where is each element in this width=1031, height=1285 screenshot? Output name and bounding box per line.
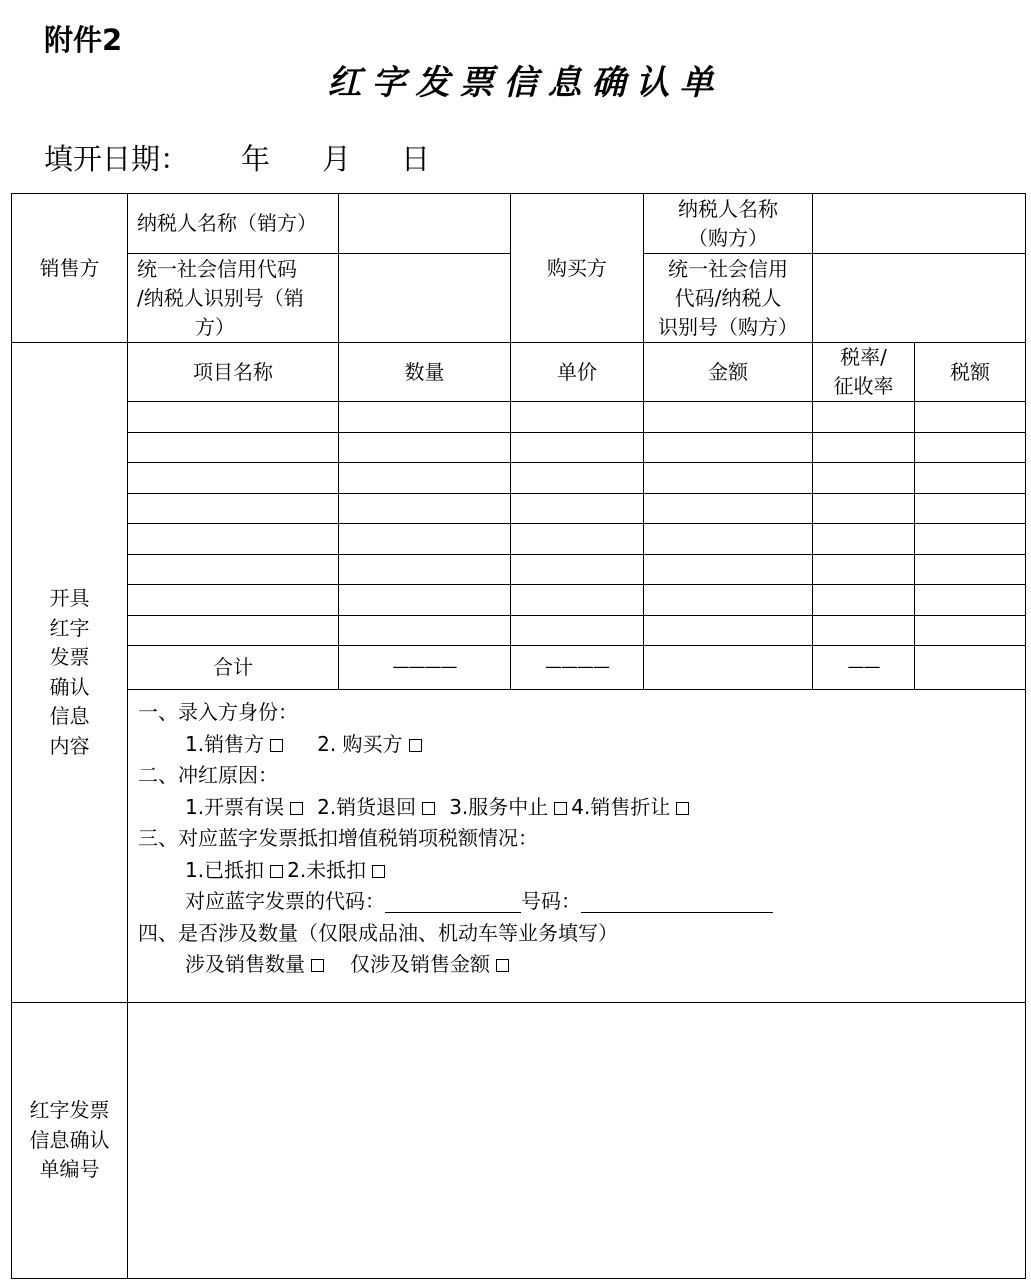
option-invoice-error-label: 1.开票有误 (185, 794, 285, 819)
item-cell[interactable] (511, 554, 644, 585)
blue-invoice-number-field[interactable] (581, 892, 773, 913)
question-deduction: 三、对应蓝字发票抵扣增值税销项税额情况： (138, 826, 538, 850)
deducted-checkbox[interactable] (270, 865, 283, 878)
option-service-stop-label: 3.服务中止 (449, 794, 549, 819)
item-cell[interactable] (511, 524, 644, 555)
option-not-deducted-label: 2.未抵扣 (287, 857, 367, 882)
item-cell[interactable] (339, 463, 511, 494)
sales-discount-checkbox[interactable] (676, 802, 689, 815)
form-title: 红字发票信息确认单 (327, 63, 724, 103)
blue-invoice-code-field[interactable] (385, 892, 521, 913)
option-sales-discount-label: 4.销售折让 (571, 794, 671, 819)
buyer-checkbox[interactable] (409, 739, 422, 752)
item-cell[interactable] (644, 554, 813, 585)
total-price-dash: ———— (511, 646, 644, 690)
item-cell[interactable] (339, 524, 511, 555)
item-cell[interactable] (339, 615, 511, 646)
total-quantity-dash: ———— (339, 646, 511, 690)
seller-code-field[interactable] (339, 254, 511, 343)
date-month-label: 月 (322, 142, 352, 176)
buyer-name-label: 纳税人名称 （购方） (644, 194, 813, 254)
item-cell[interactable] (644, 524, 813, 555)
buyer-code-field[interactable] (813, 254, 1026, 343)
item-cell[interactable] (511, 493, 644, 524)
item-cell[interactable] (644, 493, 813, 524)
item-cell[interactable] (128, 615, 339, 646)
question-entry-party: 一、录入方身份： (138, 700, 298, 724)
item-cell[interactable] (339, 493, 511, 524)
item-cell[interactable] (511, 615, 644, 646)
option-buyer-label: 2. 购买方 (317, 731, 403, 756)
confirmation-form-table (11, 193, 1026, 1279)
item-cell[interactable] (915, 554, 1026, 585)
total-amount-field[interactable] (644, 646, 813, 690)
item-cell[interactable] (915, 524, 1026, 555)
item-cell[interactable] (813, 493, 915, 524)
section-label-invoice-content: 开具 红字 发票 确认 信息 内容 (12, 343, 128, 1003)
item-cell[interactable] (644, 402, 813, 433)
options-section (128, 690, 1026, 1003)
item-cell[interactable] (339, 432, 511, 463)
item-cell[interactable] (128, 554, 339, 585)
involves-quantity-checkbox[interactable] (311, 959, 324, 972)
option-seller-label: 1.销售方 (185, 731, 265, 756)
item-cell[interactable] (915, 615, 1026, 646)
buyer-code-label: 统一社会信用 代码/纳税人 识别号（购方） (644, 254, 813, 343)
item-cell[interactable] (813, 432, 915, 463)
not-deducted-checkbox[interactable] (372, 865, 385, 878)
item-cell[interactable] (644, 463, 813, 494)
blue-invoice-code-label: 对应蓝字发票的代码： (185, 889, 385, 913)
fill-date-line (44, 137, 430, 178)
item-cell[interactable] (511, 432, 644, 463)
item-cell[interactable] (813, 463, 915, 494)
buyer-label: 购买方 (511, 194, 644, 343)
item-cell[interactable] (813, 554, 915, 585)
item-cell[interactable] (644, 585, 813, 616)
item-cell[interactable] (915, 585, 1026, 616)
item-cell[interactable] (128, 463, 339, 494)
item-cell[interactable] (644, 432, 813, 463)
item-cell[interactable] (339, 585, 511, 616)
buyer-name-field[interactable] (813, 194, 1026, 254)
col-header-tax-rate: 税率/ 征收率 (813, 343, 915, 402)
item-cell[interactable] (915, 402, 1026, 433)
col-header-quantity: 数量 (339, 343, 511, 402)
option-sales-return-label: 2.销货退回 (317, 794, 417, 819)
seller-code-label: 统一社会信用代码 /纳税人识别号（销 方） (128, 254, 339, 343)
item-cell[interactable] (813, 615, 915, 646)
item-cell[interactable] (128, 432, 339, 463)
item-cell[interactable] (915, 463, 1026, 494)
total-tax-field[interactable] (915, 646, 1026, 690)
item-cell[interactable] (128, 493, 339, 524)
item-cell[interactable] (511, 585, 644, 616)
total-label: 合计 (128, 646, 339, 690)
item-cell[interactable] (813, 585, 915, 616)
col-header-amount: 金额 (644, 343, 813, 402)
date-year-label: 年 (241, 142, 271, 176)
item-cell[interactable] (813, 402, 915, 433)
col-header-tax-amount: 税额 (915, 343, 1026, 402)
item-cell[interactable] (128, 585, 339, 616)
blue-invoice-number-label: 号码： (521, 889, 581, 913)
item-cell[interactable] (128, 402, 339, 433)
question-quantity: 四、是否涉及数量（仅限成品油、机动车等业务填写） (138, 920, 618, 945)
option-involves-quantity-label: 涉及销售数量 (185, 952, 305, 976)
item-cell[interactable] (339, 554, 511, 585)
item-cell[interactable] (915, 432, 1026, 463)
seller-name-label: 纳税人名称（销方） (128, 194, 339, 254)
seller-checkbox[interactable] (270, 739, 283, 752)
total-rate-dash: —— (813, 646, 915, 690)
attachment-label: 附件2 (44, 23, 123, 57)
item-cell[interactable] (915, 493, 1026, 524)
amount-only-checkbox[interactable] (496, 959, 509, 972)
col-header-item-name: 项目名称 (128, 343, 339, 402)
option-amount-only-label: 仅涉及销售金额 (350, 952, 490, 976)
confirmation-number-label: 红字发票 信息确认 单编号 (12, 1003, 128, 1279)
date-day-label: 日 (401, 142, 431, 176)
item-cell[interactable] (511, 402, 644, 433)
confirmation-number-field[interactable] (128, 1003, 1026, 1279)
item-cell[interactable] (511, 463, 644, 494)
item-cell[interactable] (339, 402, 511, 433)
sales-return-checkbox[interactable] (422, 802, 435, 815)
seller-label: 销售方 (12, 194, 128, 343)
item-cell[interactable] (813, 524, 915, 555)
item-cell[interactable] (128, 524, 339, 555)
fill-date-label: 填开日期： (44, 142, 190, 176)
col-header-unit-price: 单价 (511, 343, 644, 402)
item-cell[interactable] (644, 615, 813, 646)
service-stop-checkbox[interactable] (554, 802, 567, 815)
option-deducted-label: 1.已抵扣 (185, 857, 265, 882)
invoice-error-checkbox[interactable] (290, 802, 303, 815)
question-reason: 二、冲红原因： (138, 763, 278, 787)
seller-name-field[interactable] (339, 194, 511, 254)
